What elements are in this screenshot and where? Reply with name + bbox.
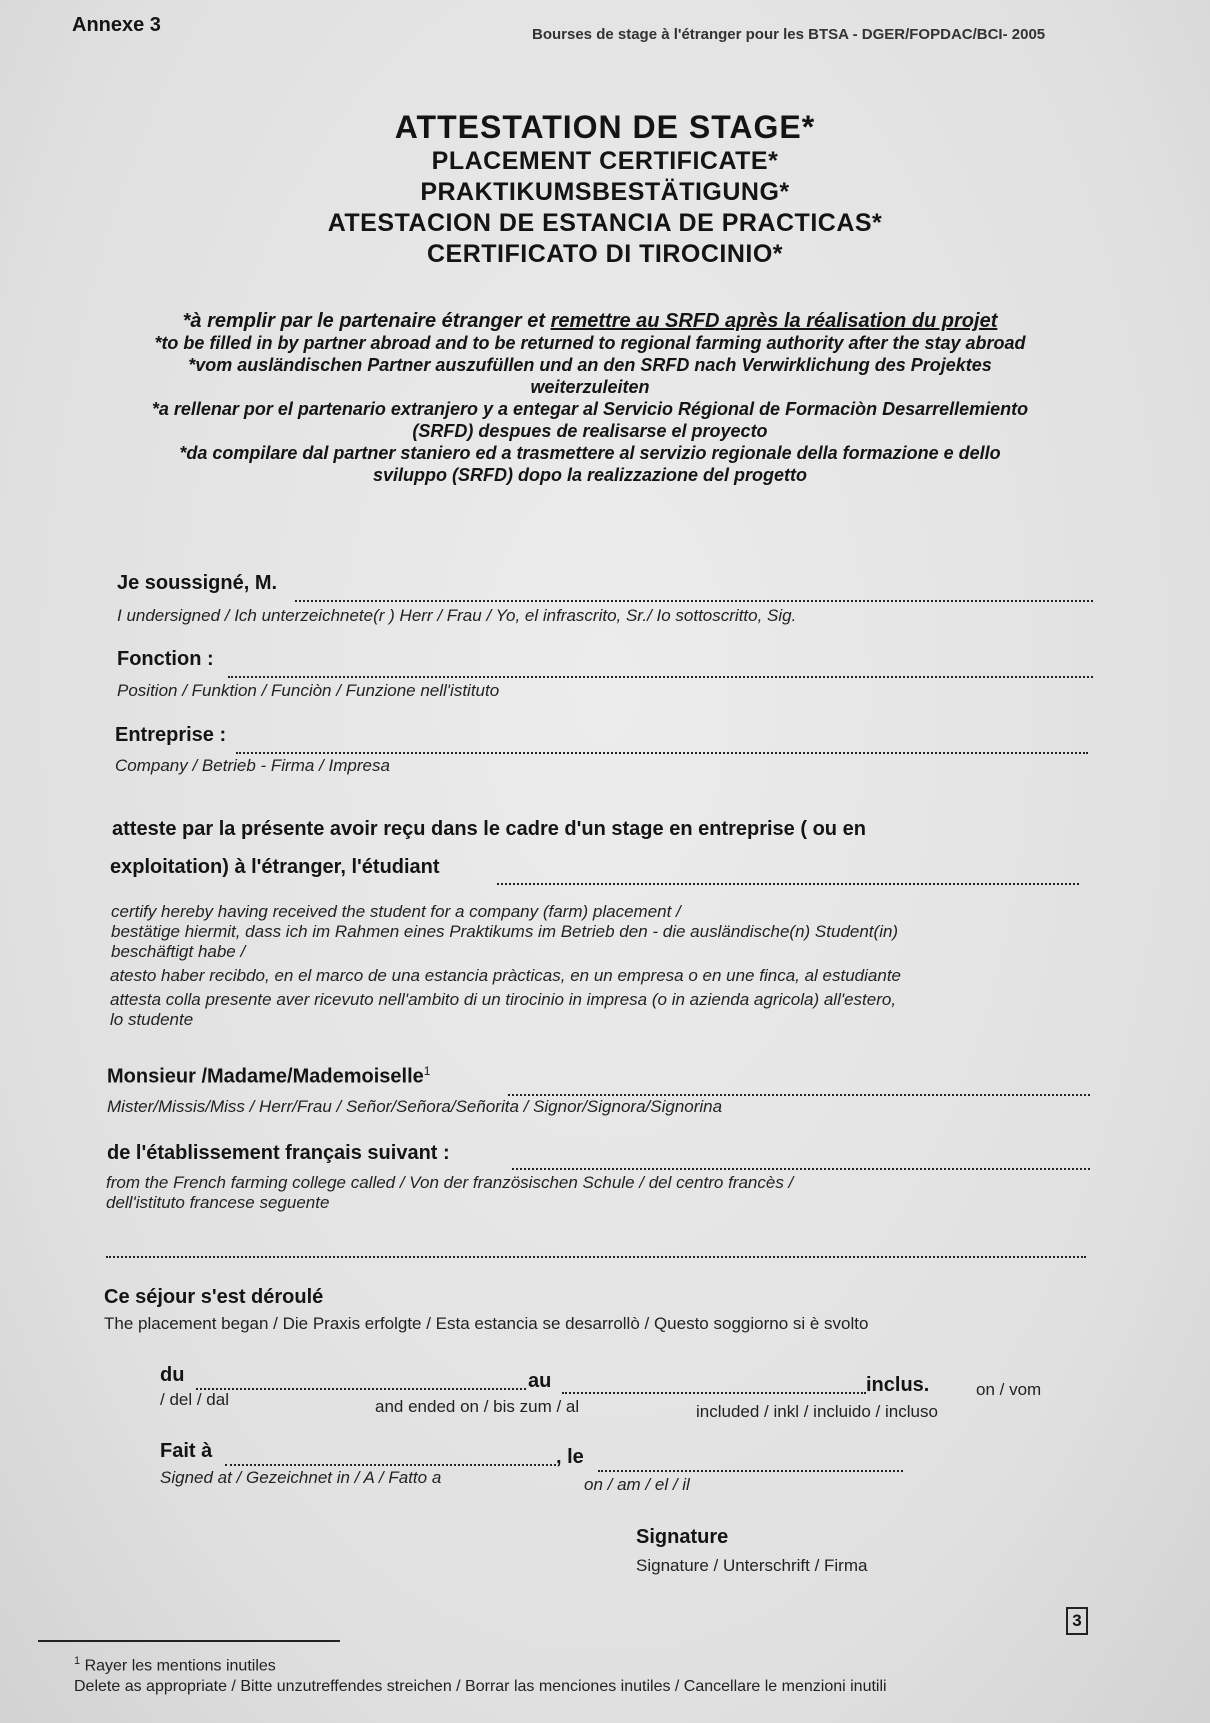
instruction-de-2: weiterzuleiten [530,377,650,397]
attest-line-1: atteste par la présente avoir reçu dans le cadre d'un stage en entreprise ( ou en [112,818,866,840]
company-sub: Company / Betrieb - Firma / Impresa [115,756,390,775]
instruction-fr-underlined: remettre au SRFD après la réalisation du projet [550,310,998,332]
signature-sub: Signature / Unterschrift / Firma [636,1556,868,1575]
attest-sub-de-1: bestätige hiermit, dass ich im Rahmen eines Praktikums im Betrieb den - die ausländische(n) Student(in) [111,922,899,941]
footnote-multilingual: Delete as appropriate / Bitte unzutreffendes streichen / Borrar las menciones inutiles / Cancellare le menzioni inutili [74,1678,887,1695]
title-de: PRAKTIKUMSBESTÄTIGUNG* [420,178,790,206]
instruction-de-1: *vom ausländischen Partner auszufüllen und an den SRFD nach Verwirklichung des Projektes [188,355,992,375]
stay-au-label: au [528,1370,552,1392]
stay-inclus-label: inclus. [866,1374,930,1396]
attest-sub-de-2: beschäftigt habe / [111,942,246,961]
attest-line-2: exploitation) à l'étranger, l'étudiant [110,856,440,878]
title-block [0,108,1210,270]
footnote-fr-text: Rayer les mentions inutiles [84,1657,276,1675]
company-field[interactable] [236,752,1088,754]
instruction-en: *to be filled in by partner abroad and to be returned to regional farming authority after the stay abroad [154,333,1026,353]
student-title-label [107,1064,430,1089]
signed-on-sub: on / am / el / il [584,1475,690,1494]
instruction-fr-text: *à remplir par le partenaire étranger et [182,310,551,332]
title-it: CERTIFICATO DI TIROCINIO* [426,240,784,268]
title-en: PLACEMENT CERTIFICATE* [431,147,779,175]
instruction-fr [70,310,1110,332]
footnote-number: 1 [74,1655,81,1667]
signed-on-label: , le [556,1446,584,1468]
stay-inclus-sub-2: included / inkl / incluido / incluso [696,1402,938,1421]
stay-label: Ce séjour s'est déroulé [104,1286,324,1308]
instruction-es-2: (SRFD) despues de realisarse el proyecto [412,421,768,441]
instructions-block [70,310,1110,486]
title-es: ATESTACION DE ESTANCIA DE PRACTICAS* [327,209,883,237]
function-field[interactable] [228,676,1093,678]
footnote-divider [38,1640,340,1642]
signed-at-label: Fait à [160,1440,213,1462]
footnote-ref: 1 [423,1064,431,1078]
undersigned-label: Je soussigné, M. [117,572,278,594]
instruction-it-1: *da compilare dal partner staniero ed a trasmettere al servizio regionale della formazione e dello [179,443,1001,463]
attest-sub-it-2: lo studente [110,1010,194,1029]
function-label: Fonction : [117,648,214,670]
signed-at-field[interactable] [225,1464,556,1466]
undersigned-sub: I undersigned / Ich unterzeichnete(r ) Herr / Frau / Yo, el infrascrito, Sr./ Io sottoscritto, Sig. [117,606,797,625]
signed-at-sub: Signed at / Gezeichnet in / A / Fatto a [160,1468,442,1487]
page-number: 3 [1066,1607,1088,1635]
footnote-fr [74,1655,276,1675]
date-to-field[interactable] [562,1392,866,1394]
stay-sub: The placement began / Die Praxis erfolgte / Esta estancia se desarrollò / Questo soggiorno si è svolto [104,1314,869,1333]
attest-sub-en: certify hereby having received the student for a company (farm) placement / [111,902,681,921]
school-sub-2: dell'istituto francese seguente [106,1193,330,1212]
stay-au-sub: and ended on / bis zum / al [375,1397,580,1416]
signature-label: Signature [636,1526,729,1548]
attest-sub-it-1: attesta colla presente aver ricevuto nell'ambito di un tirocinio in impresa (o in azienda agricola) all'estero, [110,990,897,1009]
attest-sub-es: atesto haber recibdo, en el marco de una estancia pràcticas, en un empresa o en une finca, al estudiante [110,966,901,985]
annex-label: Annexe 3 [72,14,161,36]
student-title-sub: Mister/Missis/Miss / Herr/Frau / Señor/Señora/Señorita / Signor/Signora/Signorina [107,1097,723,1116]
company-label: Entreprise : [115,724,227,746]
date-from-field[interactable] [196,1388,526,1390]
stay-inclus-sub-1: on / vom [976,1380,1042,1399]
function-sub: Position / Funktion / Funciòn / Funzione nell'istituto [117,681,500,700]
stay-du-label: du [160,1364,185,1386]
instruction-it-2: sviluppo (SRFD) dopo la realizzazione del progetto [372,465,808,485]
school-field[interactable] [512,1168,1090,1170]
school-label: de l'établissement français suivant : [107,1142,450,1164]
stay-du-sub: / del / dal [160,1390,229,1409]
header-reference: Bourses de stage à l'étranger pour les BTSA - DGER/FOPDAC/BCI- 2005 [532,26,1046,43]
school-field-extra[interactable] [106,1256,1086,1258]
signed-on-field[interactable] [598,1470,903,1472]
instruction-es-1: *a rellenar por el partenario extranjero y a entegar al Servicio Régional de Formaciòn Desarrellemiento [151,399,1029,419]
school-sub-1: from the French farming college called / Von der französischen Schule / del centro francès / [106,1173,794,1192]
undersigned-field[interactable] [295,600,1093,602]
student-name-field[interactable] [497,883,1079,885]
student-title-field[interactable] [508,1094,1090,1096]
student-title-text: Monsieur /Madame/Mademoiselle [107,1065,424,1088]
title-fr: ATTESTATION DE STAGE* [394,109,816,145]
